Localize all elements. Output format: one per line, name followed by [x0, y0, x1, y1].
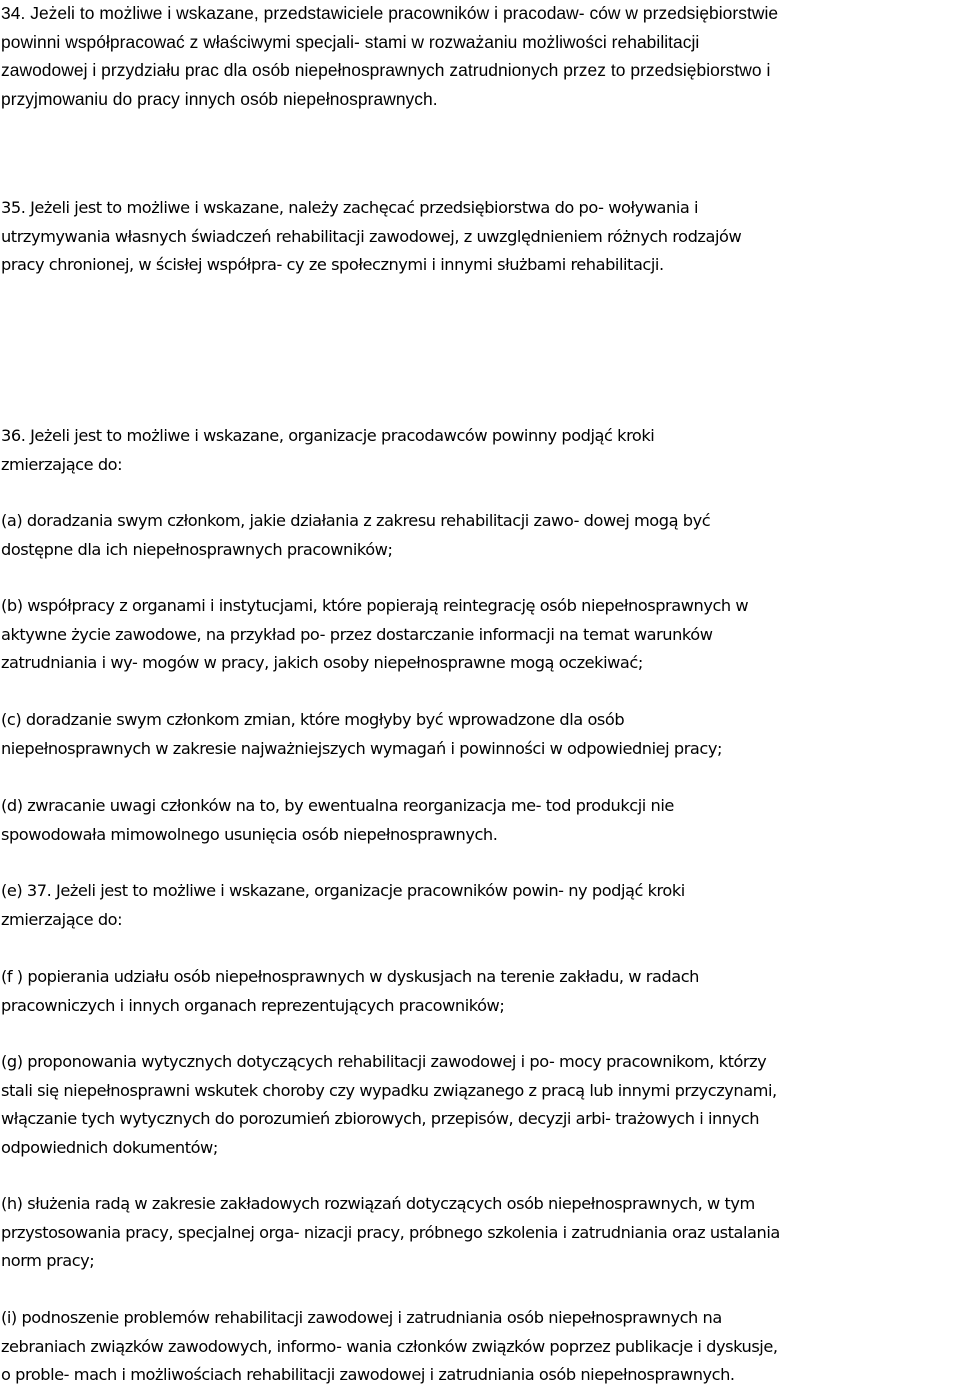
list-item-d-line: (d) zwracanie uwagi członków na to, by ewentualna reorganizacja me- tod produkcji nie	[1, 796, 674, 815]
list-item-d	[1, 792, 959, 849]
list-item-g-line: (g) proponowania wytycznych dotyczących rehabilitacji zawodowej i po- mocy pracownikom, którzy	[1, 1052, 767, 1071]
list-item-a	[1, 507, 959, 564]
list-item-f-line: pracowniczych i innych organach reprezentujących pracowników;	[1, 995, 505, 1015]
list-item-g-line: odpowiednich dokumentów;	[1, 1137, 218, 1157]
list-item-i	[1, 1304, 959, 1390]
paragraph-35-line: utrzymywania własnych świadczeń rehabilitacji zawodowej, z uwzględnieniem różnych rodzajów	[1, 226, 742, 246]
list-item-f	[1, 963, 959, 1020]
paragraph-34-line: 34. Jeżeli to możliwe i wskazane, przedstawiciele pracowników i pracodaw- ców w przedsiębiorstwie	[1, 3, 779, 23]
paragraph-34-line: przyjmowaniu do pracy innych osób niepełnosprawnych.	[1, 88, 438, 109]
paragraph-35-line: 35. Jeżeli jest to możliwe i wskazane, należy zachęcać przedsiębiorstwa do po- woływania i	[1, 198, 699, 217]
list-item-h-line: (h) służenia radą w zakresie zakładowych rozwiązań dotyczących osób niepełnosprawnych, w tym	[1, 1194, 755, 1213]
list-item-e	[1, 877, 959, 934]
paragraph-35	[1, 194, 959, 280]
paragraph-34-line: powinni współpracować z właściwymi specjali- stami w rozważaniu możliwości rehabilitacji	[1, 31, 700, 52]
list-item-b	[1, 592, 959, 678]
list-item-b-line: zatrudniania i wy- mogów w pracy, jakich osoby niepełnosprawne mogą oczekiwać;	[1, 653, 643, 672]
paragraph-34-line: zawodowej i przydziału prac dla osób niepełnosprawnych zatrudnionych przez to przedsiębiorstwo i	[1, 60, 771, 80]
paragraph-36-line: 36. Jeżeli jest to możliwe i wskazane, organizacje pracodawców powinny podjąć kroki	[1, 426, 655, 445]
list-item-h-line: przystosowania pracy, specjalnej orga- nizacji pracy, próbnego szkolenia i zatrudniania oraz ustalania	[1, 1222, 780, 1242]
list-item-c	[1, 706, 959, 763]
list-item-b-line: aktywne życie zawodowe, na przykład po- przez dostarczanie informacji na temat warunków	[1, 624, 713, 644]
list-item-a-line: dostępne dla ich niepełnosprawnych pracowników;	[1, 539, 393, 559]
list-item-e-line: (e) 37. Jeżeli jest to możliwe i wskazane, organizacje pracowników powin- ny podjąć kroki	[1, 881, 685, 900]
list-item-f-line: (f ) popierania udziału osób niepełnosprawnych w dyskusjach na terenie zakładu, w radach	[1, 967, 699, 986]
list-item-g-line: stali się niepełnosprawni wskutek choroby czy wypadku związanego z pracą lub innymi przyczynami,	[1, 1080, 777, 1100]
list-item-g	[1, 1048, 959, 1162]
paragraph-35-line: pracy chronionej, w ścisłej współpra- cy ze społecznymi i innymi służbami rehabilitacji.	[1, 255, 664, 274]
list-item-d-line: spowodowała mimowolnego usunięcia osób niepełnosprawnych.	[1, 824, 498, 844]
paragraph-36-line: zmierzające do:	[1, 454, 123, 474]
list-item-c-line: niepełnosprawnych w zakresie najważniejszych wymagań i powinności w odpowiedniej pracy;	[1, 738, 722, 758]
list-item-e-line: zmierzające do:	[1, 909, 123, 929]
list-item-i-line: o proble- mach i możliwościach rehabilitacji zawodowej i zatrudniania osób niepełnosprawnych.	[1, 1365, 735, 1384]
list-item-i-line: (i) podnoszenie problemów rehabilitacji zawodowej i zatrudniania osób niepełnosprawnych na	[1, 1308, 722, 1327]
list-item-h-line: norm pracy;	[1, 1251, 95, 1270]
paragraph-36	[1, 422, 959, 479]
list-item-i-line: zebraniach związków zawodowych, informo- wania członków związków poprzez publikacje i dyskusje,	[1, 1336, 778, 1356]
list-item-a-line: (a) doradzania swym członkom, jakie działania z zakresu rehabilitacji zawo- dowej mogą być	[1, 511, 711, 530]
list-item-g-line: włączanie tych wytycznych do porozumień zbiorowych, przepisów, decyzji arbi- trażowych i innych	[1, 1109, 760, 1128]
paragraph-34	[1, 0, 959, 113]
list-item-b-line: (b) współpracy z organami i instytucjami, które popierają reintegrację osób niepełnosprawnych w	[1, 596, 749, 615]
list-item-c-line: (c) doradzanie swym członkom zmian, które mogłyby być wprowadzone dla osób	[1, 710, 625, 729]
list-item-h	[1, 1190, 959, 1276]
